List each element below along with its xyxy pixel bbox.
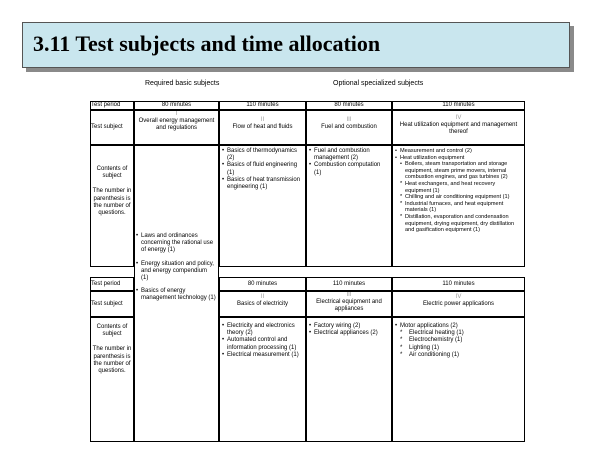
upper-col1-subject [134, 110, 219, 145]
upper-col4-item: • Heat utilization equipment [395, 155, 522, 162]
upper-col4-subitem: • Boilers, steam transportation and storage equipment, steam prime movers, internal combustion engines, and gas turbines (2) [395, 161, 522, 181]
lower-col4-period [392, 277, 525, 291]
lower-col2-item: • Electrical measurement (1) [222, 352, 303, 359]
lower-period-label-text: Test period [91, 281, 121, 287]
optional-header: Optional specialized subjects [333, 80, 424, 87]
upper-col2-subject [219, 110, 306, 145]
upper-col4-period [392, 101, 525, 110]
upper-col3-item: • Combustion computation (1) [309, 162, 389, 176]
upper-subject-label-text: Test subject [91, 124, 123, 130]
lower-col2-period-text: 80 minutes [247, 281, 278, 287]
lower-col3-period [306, 277, 392, 291]
upper-col4-staritem: * Distillation, evaporation and condensation equipment, drying equipment, dry distillation and gasification equipment (1) [395, 214, 522, 234]
lower-period-label [90, 277, 134, 291]
lower-col2-item: • Electricity and electronics theory (2) [222, 323, 303, 337]
lower-col2-name: Basics of electricity [236, 301, 288, 307]
upper-period-label-text: Test period [91, 102, 121, 108]
lower-col4-staritem: * Electrical heating (1) [395, 330, 522, 337]
lower-contents-text: Contents of subject [96, 324, 128, 338]
col1-item: • Energy situation and policy, and energy compendium (1) [136, 261, 216, 283]
upper-col4-contents [392, 145, 525, 267]
lower-col4-staritem: * Electrochemistry (1) [395, 337, 522, 344]
lower-col4-contents [392, 317, 525, 442]
required-header: Required basic subjects [145, 80, 220, 87]
col1-item: • Laws and ordinances concerning the rational use of energy (1) [136, 233, 216, 255]
lower-col4-subject [392, 291, 525, 317]
upper-col3-item: • Fuel and combustion management (2) [309, 148, 389, 162]
lower-subject-label-text: Test subject [91, 301, 123, 307]
upper-col4-subject [392, 110, 525, 145]
upper-col4-staritem: * Chilling and air conditioning equipment (1) [395, 194, 522, 201]
upper-col1-period [134, 101, 219, 110]
upper-col3-roman: III [346, 117, 352, 123]
col1-items [136, 233, 216, 303]
upper-col1-name: Overall energy management and regulations [138, 118, 215, 132]
upper-col4-name: Heat utilization equipment and management thereof [399, 122, 518, 136]
upper-contents-label [90, 145, 134, 267]
upper-subject-label [90, 110, 134, 145]
upper-col2-item: • Basics of heat transmission engineering (1) [222, 177, 303, 191]
upper-col3-contents [306, 145, 392, 267]
lower-col3-item: • Factory wiring (2) [309, 323, 389, 330]
upper-col3-period [306, 101, 392, 110]
lower-col3-item: • Electrical appliances (2) [309, 330, 389, 337]
lower-note-text: The number in parenthesis is the number of questions. [92, 346, 132, 375]
lower-col3-period-text: 110 minutes [332, 281, 366, 287]
upper-col2-roman: II [260, 117, 265, 123]
lower-col4-staritem: * Air conditioning (1) [395, 352, 522, 359]
lower-col4-item: • Motor applications (2) [395, 323, 522, 330]
upper-contents-text: Contents of subject [96, 166, 128, 180]
upper-col1-roman: I [175, 111, 178, 117]
lower-col4-roman: IV [455, 294, 462, 300]
lower-col3-contents [306, 317, 392, 442]
upper-col4-staritem: * Heat exchangers, and heat recovery equipment (1) [395, 181, 522, 194]
lower-col4-staritem: * Lighting (1) [395, 345, 522, 352]
upper-note-text: The number in parenthesis is the number of questions. [92, 188, 132, 217]
upper-col2-item: • Basics of thermodynamics (2) [222, 148, 303, 162]
upper-col4-roman: IV [455, 115, 462, 121]
lower-col3-name: Electrical equipment and appliances [316, 299, 382, 313]
col1-item: • Basics of energy management technology (1) [136, 288, 216, 302]
upper-col4-staritem: * Industrial furnaces, and heat equipment materials (1) [395, 201, 522, 214]
slide-title: 3.11 Test subjects and time allocation [33, 31, 381, 56]
upper-col4-item: • Measurement and control (2) [395, 148, 522, 155]
lower-col2-item: • Automated control and information processing (1) [222, 337, 303, 351]
upper-col3-name: Fuel and combustion [321, 124, 377, 130]
lower-subject-label [90, 291, 134, 317]
upper-col2-period [219, 101, 306, 110]
lower-col2-roman: II [260, 294, 265, 300]
lower-col4-name: Electric power applications [422, 301, 495, 307]
lower-col4-period-text: 110 minutes [442, 281, 475, 287]
upper-col2-name: Flow of heat and fluids [232, 124, 293, 130]
lower-col3-subject [306, 291, 392, 317]
upper-col3-subject [306, 110, 392, 145]
upper-col2-period-text: 110 minutes [246, 102, 279, 108]
upper-col3-period-text: 80 minutes [334, 102, 364, 108]
lower-col2-subject [219, 291, 306, 317]
lower-col2-period [219, 277, 306, 291]
upper-col2-item: • Basics of fluid engineering (1) [222, 162, 303, 176]
lower-col3-roman: III [346, 292, 352, 298]
title-box [22, 22, 570, 68]
upper-period-label [90, 101, 134, 110]
lower-contents-label [90, 317, 134, 442]
lower-col2-contents [219, 317, 306, 442]
upper-col2-contents [219, 145, 306, 267]
upper-col4-period-text: 110 minutes [442, 102, 475, 108]
upper-col1-period-text: 80 minutes [161, 102, 192, 108]
